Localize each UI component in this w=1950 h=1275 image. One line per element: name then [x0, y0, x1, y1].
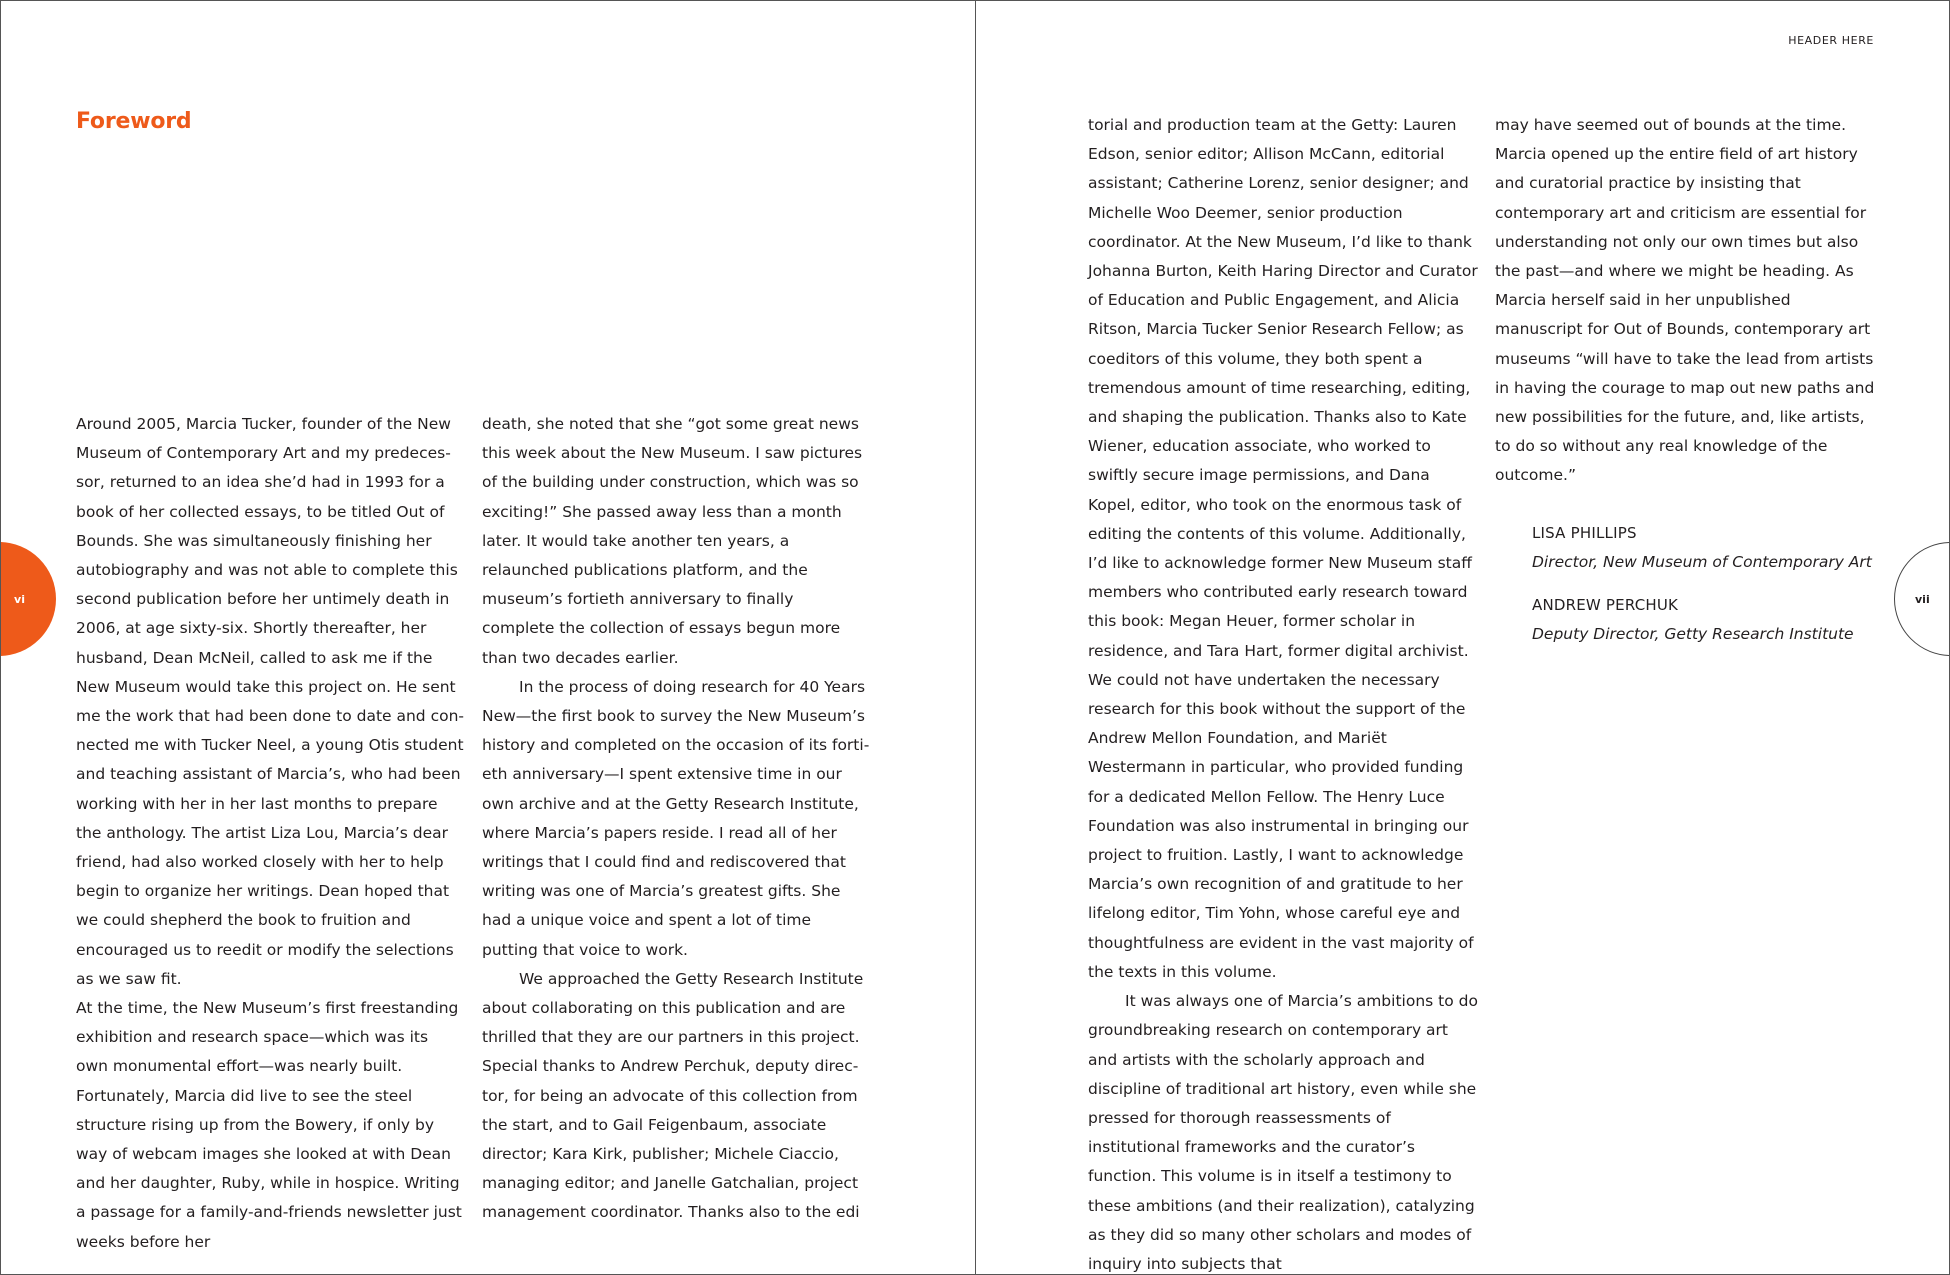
signatory-title: Director, New Museum of Contemporary Art: [1532, 552, 1872, 571]
page-number: vi: [14, 592, 25, 606]
right-page: [975, 0, 1950, 1275]
body-paragraph: It was always one of Marcia’s ambitions to do groundbreaking research on contemporary art and artists with the scholarly approach and discipline of traditional art history, even while she pressed for thorough reassessments of institutional frameworks and the curator’s function. This volume is in itself a testimony to these ambitions (and their realization), catalyzing as they did so many other scholars and modes of inquiry into subjects that: [1088, 992, 1478, 1273]
left-column-1: [76, 410, 464, 1257]
right-column-1: [1088, 111, 1478, 1275]
page-number: vii: [1915, 592, 1930, 606]
page-number-tab-right: [1894, 542, 1950, 656]
signatory-name: ANDREW PERCHUK: [1532, 596, 1679, 615]
body-paragraph: may have seemed out of bounds at the time. Marcia opened up the entire field of art history and curatorial practice by insisting that contemporary art and criticism are essential for understanding not only our own times but also the past—and where we might be heading. As Marcia herself said in her unpublished manuscript for Out of Bounds, contemporary art museums “will have to take the lead from artists in having the courage to map out new paths and new possibilities for the future, and, like artists, to do so without any real knowledge of the outcome.”: [1495, 116, 1875, 485]
body-paragraph: At the time, the New Museum’s first freestanding exhibition and research space—which was its own monumental effort—was nearly built. Fortunately, Marcia did live to see the steel structure rising up from the Bowery, if only by way of webcam images she looked at with Dean and her daughter, Ruby, while in hospice. Writing a passage for a family-and-friends newsletter just weeks before her: [76, 999, 462, 1251]
page-title: Foreword: [76, 109, 192, 134]
right-column-2: [1495, 111, 1880, 649]
running-header: HEADER HERE: [1788, 34, 1874, 47]
body-paragraph: torial and production team at the Getty: Lauren Edson, senior editor; Allison McCann, editorial assistant; Catherine Lorenz, senior designer; and Michelle Woo Deemer, senior production coordinator. At the New Museum, I’d like to thank Johanna Burton, Keith Haring Director and Curator of Education and Public Engagement, and Alicia Ritson, Marcia Tucker Senior Research Fellow; as coeditors of this volume, they both spent a tremendous amount of time researching, editing, and shaping the publication. Thanks also to Kate Wiener, education associate, who worked to swiftly secure image permissions, and Dana Kopel, editor, who took on the enormous task of editing the contents of this volume. Additionally, I’d like to acknowledge former New Museum staff members who contributed early research toward this book: Megan Heuer, former scholar in residence, and Tara Hart, former digital archivist. We could not have undertaken the necessary research for this book without the support of the Andrew Mellon Foundation, and Mariët Westermann in particular, who provided funding for a dedicated Mellon Fellow. The Henry Luce Foundation was also instrumental in bringing our project to fruition. Lastly, I want to acknowledge Marcia’s own recognition of and gratitude to her lifelong editor, Tim Yohn, whose careful eye and thoughtfulness are evident in the vast majority of the texts in this volume.: [1088, 116, 1478, 981]
signatory-title: Deputy Director, Getty Research Institute: [1532, 625, 1854, 644]
body-paragraph: We approached the Getty Research Institute about collaborating on this publication and are thrilled that they are our partners in this project. Special thanks to Andrew Perchuk, deputy director, for being an advocate of this collection from the start, and to Gail Feigenbaum, associate director; Kara Kirk, publisher; Michele Ciaccio, managing editor; and Janelle Gatchalian, project management coordinator. Thanks also to the edi: [482, 969, 864, 1222]
body-paragraph: In the process of doing research for 40 Years New—the first book to survey the New Museum’s history and completed on the occasion of its fortieth anniversary—I spent extensive time in our own archive and at the Getty Research Institute, where Marcia’s papers reside. I read all of her writings that I could find and rediscovered that writing was one of Marcia’s greatest gifts. She had a unique voice and spent a lot of time putting that voice to work.: [482, 677, 870, 959]
signatory-name: LISA PHILLIPS: [1532, 523, 1637, 542]
body-paragraph: death, she noted that she “got some great news this week about the New Museum. I saw pictures of the building under construction, which was so exciting!” She passed away less than a month later. It would take another ten years, a relaunched publications platform, and the museum’s fortieth anniversary to finally complete the collection of essays begun more than two decades earlier.: [482, 415, 863, 667]
page-number-tab-left: [0, 542, 56, 656]
body-paragraph: Around 2005, Marcia Tucker, founder of the New Museum of Contemporary Art and my predecessor, returned to an idea she’d had in 1993 for a book of her collected essays, to be titled Out of Bounds. She was simultaneously finishing her autobiography and was not able to complete this second publication before her untimely death in 2006, at age sixty-six. Shortly thereafter, her husband, Dean McNeil, called to ask me if the New Museum would take this project on. He sent me the work that had been done to date and connected me with Tucker Neel, a young Otis student and teaching assistant of Marcia’s, who had been working with her in her last months to prepare the anthology. The artist Liza Lou, Marcia’s dear friend, had also worked closely with her to help begin to organize her writings. Dean hoped that we could shepherd the book to fruition and encouraged us to reedit or modify the selections as we saw fit.: [76, 415, 465, 988]
signature-block: [1495, 591, 1880, 649]
signature-block: [1495, 519, 1880, 577]
left-column-2: [482, 410, 870, 1228]
